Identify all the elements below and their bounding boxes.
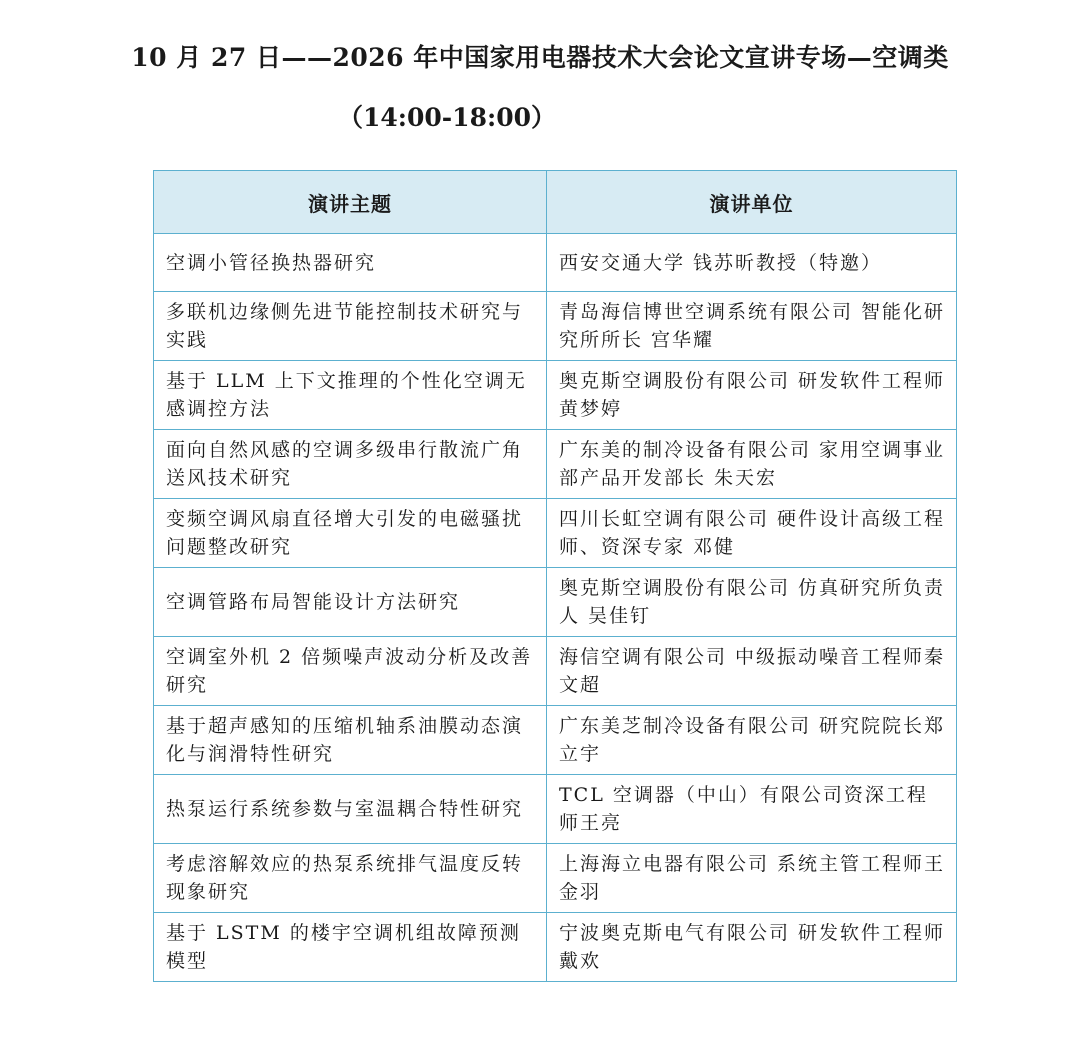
table-row [154, 844, 957, 913]
organization-cell: 四川长虹空调有限公司 硬件设计高级工程师、资深专家 邓健 [547, 499, 957, 568]
organization-cell: 上海海立电器有限公司 系统主管工程师王金羽 [547, 844, 957, 913]
table-row [154, 361, 957, 430]
table-header-row [154, 171, 957, 234]
column-header-organization: 演讲单位 [547, 171, 957, 234]
topic-cell: 面向自然风感的空调多级串行散流广角送风技术研究 [154, 430, 547, 499]
table-row [154, 775, 957, 844]
topic-cell: 考虑溶解效应的热泵系统排气温度反转现象研究 [154, 844, 547, 913]
table-row [154, 430, 957, 499]
topic-cell: 空调小管径换热器研究 [154, 234, 547, 292]
organization-cell: 西安交通大学 钱苏昕教授（特邀） [547, 234, 957, 292]
table-row [154, 706, 957, 775]
organization-cell: 海信空调有限公司 中级振动噪音工程师秦文超 [547, 637, 957, 706]
column-header-topic: 演讲主题 [154, 171, 547, 234]
table-row [154, 913, 957, 982]
topic-cell: 基于 LLM 上下文推理的个性化空调无感调控方法 [154, 361, 547, 430]
page-title: 10 月 27 日——2026 年中国家用电器技术大会论文宣讲专场—空调类 [131, 43, 949, 72]
session-time: （14:00-18:00） [338, 103, 556, 132]
table-row [154, 568, 957, 637]
table-row [154, 292, 957, 361]
table-row [154, 637, 957, 706]
topic-cell: 基于 LSTM 的楼宇空调机组故障预测模型 [154, 913, 547, 982]
organization-cell: 奥克斯空调股份有限公司 仿真研究所负责人 吴佳钉 [547, 568, 957, 637]
table-row [154, 499, 957, 568]
table-row [154, 234, 957, 292]
topic-cell: 多联机边缘侧先进节能控制技术研究与实践 [154, 292, 547, 361]
topic-cell: 空调室外机 2 倍频噪声波动分析及改善研究 [154, 637, 547, 706]
organization-cell: 奥克斯空调股份有限公司 研发软件工程师 黄梦婷 [547, 361, 957, 430]
topic-cell: 变频空调风扇直径增大引发的电磁骚扰问题整改研究 [154, 499, 547, 568]
topic-cell: 空调管路布局智能设计方法研究 [154, 568, 547, 637]
organization-cell: 宁波奥克斯电气有限公司 研发软件工程师 戴欢 [547, 913, 957, 982]
organization-cell: 广东美的制冷设备有限公司 家用空调事业部产品开发部长 朱天宏 [547, 430, 957, 499]
agenda-table [153, 170, 957, 982]
organization-cell: 青岛海信博世空调系统有限公司 智能化研究所所长 宫华耀 [547, 292, 957, 361]
topic-cell: 热泵运行系统参数与室温耦合特性研究 [154, 775, 547, 844]
organization-cell: 广东美芝制冷设备有限公司 研究院院长郑立宇 [547, 706, 957, 775]
topic-cell: 基于超声感知的压缩机轴系油膜动态演化与润滑特性研究 [154, 706, 547, 775]
organization-cell: TCL 空调器（中山）有限公司资深工程师王亮 [547, 775, 957, 844]
